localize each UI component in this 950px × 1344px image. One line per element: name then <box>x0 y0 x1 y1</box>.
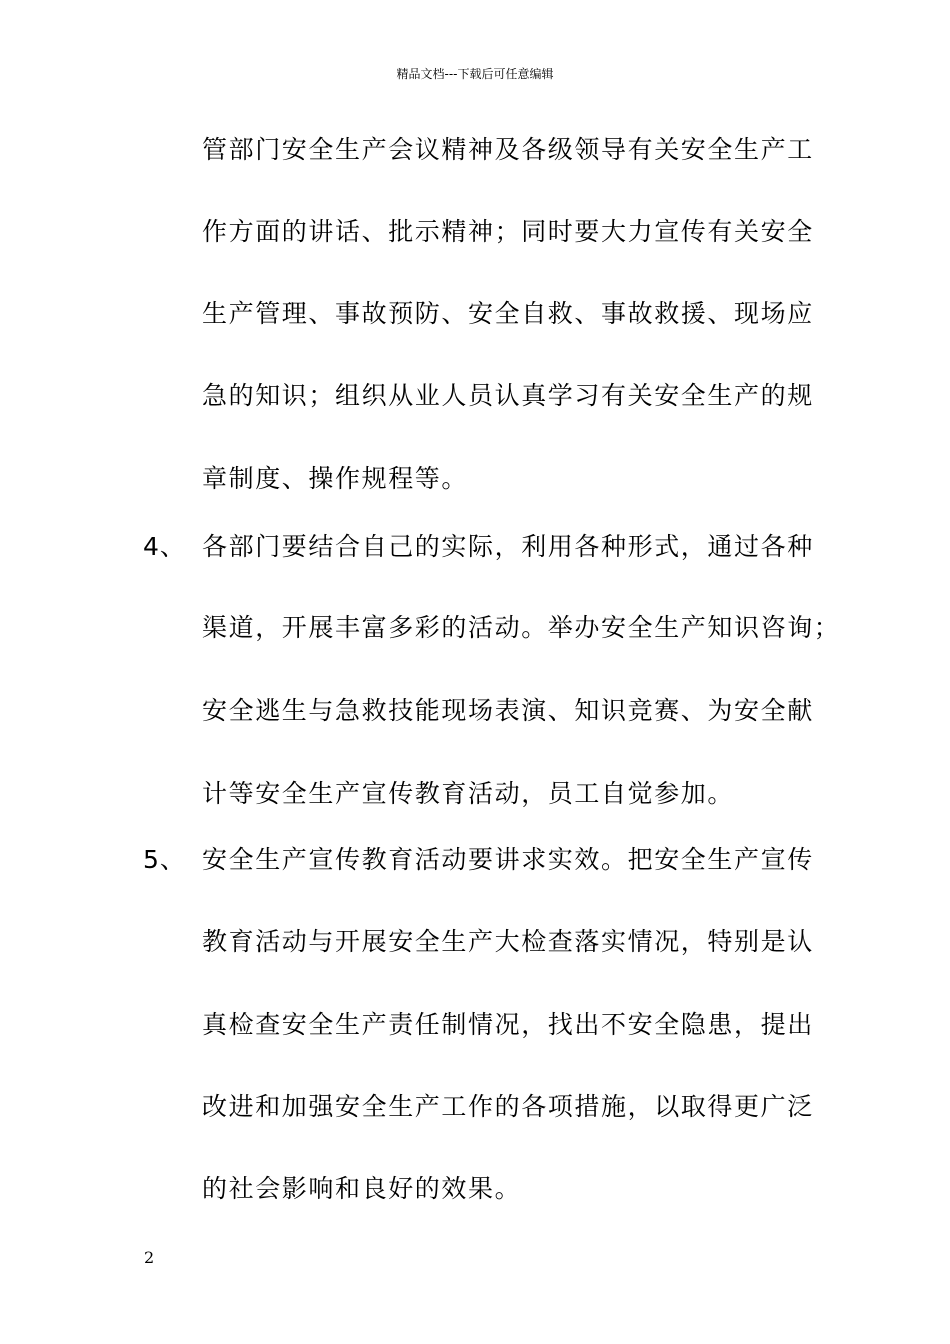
page-number: 2 <box>144 1248 155 1267</box>
paragraph-5-line-4: 改进和加强安全生产工作的各项措施，以取得更广泛 <box>202 1092 814 1121</box>
paragraph-4-line-3: 安全逃生与急救技能现场表演、知识竞赛、为安全献 <box>202 696 814 725</box>
paragraph-5-line-3: 真检查安全生产责任制情况，找出不安全隐患，提出 <box>202 1010 814 1039</box>
page-header: 精品文档---下载后可任意编辑 <box>396 67 554 81</box>
paragraph-5-line-1: 安全生产宣传教育活动要讲求实效。把安全生产宣传 <box>202 845 814 874</box>
paragraph-4-line-4: 计等安全生产宣传教育活动，员工自觉参加。 <box>202 779 735 808</box>
paragraph-1-line-1: 管部门安全生产会议精神及各级领导有关安全生产工 <box>202 135 814 164</box>
paragraph-5-line-5: 的社会影响和良好的效果。 <box>202 1174 522 1203</box>
paragraph-1-line-2: 作方面的讲话、批示精神；同时要大力宣传有关安全 <box>202 217 814 246</box>
paragraph-1-line-4: 急的知识；组织从业人员认真学习有关安全生产的规 <box>202 381 814 410</box>
paragraph-4-line-2: 渠道，开展丰富多彩的活动。举办安全生产知识咨询； <box>202 613 841 642</box>
list-number-5: 5、 <box>143 845 186 874</box>
paragraph-5-line-2: 教育活动与开展安全生产大检查落实情况，特别是认 <box>202 927 814 956</box>
paragraph-1-line-3: 生产管理、事故预防、安全自救、事故救援、现场应 <box>202 299 814 328</box>
list-number-4: 4、 <box>143 532 186 561</box>
paragraph-4-line-1: 各部门要结合自己的实际，利用各种形式，通过各种 <box>202 532 814 561</box>
paragraph-1-line-5: 章制度、操作规程等。 <box>202 464 469 493</box>
